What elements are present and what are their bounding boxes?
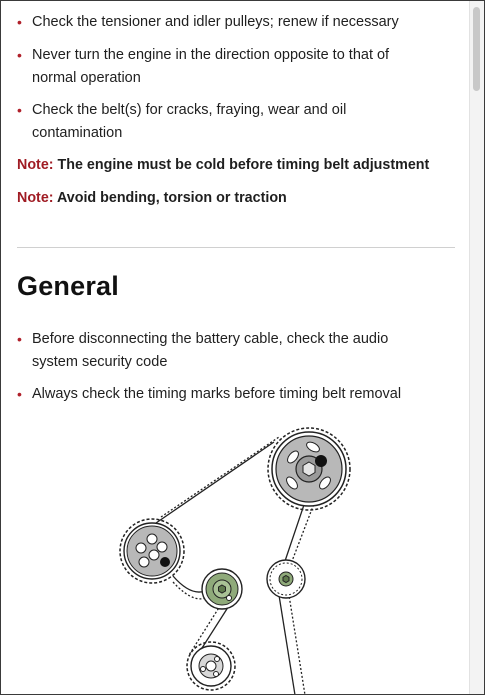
water-pump-sprocket-icon bbox=[187, 642, 235, 690]
bullet-icon: • bbox=[17, 47, 22, 63]
note-text: Avoid bending, torsion or traction bbox=[56, 190, 287, 206]
note-label: Note: bbox=[17, 157, 54, 173]
bullet-icon: • bbox=[17, 331, 22, 347]
tensioner-pulley-icon bbox=[202, 569, 242, 609]
list-item bbox=[1, 11, 432, 44]
section-divider bbox=[17, 247, 455, 248]
section-heading: General bbox=[17, 271, 119, 301]
scrollbar-thumb[interactable] bbox=[473, 7, 480, 91]
bullet-icon: • bbox=[17, 102, 22, 118]
checklist-general bbox=[1, 328, 432, 413]
list-item bbox=[1, 44, 432, 99]
note-label: Note: bbox=[17, 190, 54, 206]
document-content bbox=[1, 1, 469, 694]
idler-pulley-icon bbox=[267, 560, 305, 598]
list-item-text: Never turn the engine in the direction opposite to that of normal operation bbox=[32, 47, 390, 86]
list-item-text: Always check the timing marks before timing belt removal bbox=[32, 386, 402, 402]
list-item-text: Before disconnecting the battery cable, check the audio system security code bbox=[32, 331, 389, 370]
camshaft-sprocket-icon bbox=[268, 428, 350, 510]
list-item-text: Check the belt(s) for cracks, fraying, wear and oil contamination bbox=[32, 102, 347, 141]
timing-belt-diagram bbox=[101, 419, 369, 695]
note-cold-engine bbox=[17, 157, 429, 173]
bullet-icon: • bbox=[17, 386, 22, 402]
note-text: The engine must be cold before timing belt adjustment bbox=[57, 157, 430, 173]
list-item bbox=[1, 99, 432, 145]
note-avoid-bending bbox=[17, 190, 287, 206]
bullet-icon: • bbox=[17, 14, 22, 30]
list-item-text: Check the tensioner and idler pulleys; renew if necessary bbox=[32, 14, 399, 30]
checklist-top bbox=[1, 11, 432, 145]
list-item bbox=[1, 328, 432, 383]
vertical-scrollbar[interactable] bbox=[469, 1, 484, 694]
intermediate-sprocket-icon bbox=[120, 519, 184, 583]
list-item bbox=[1, 383, 432, 413]
